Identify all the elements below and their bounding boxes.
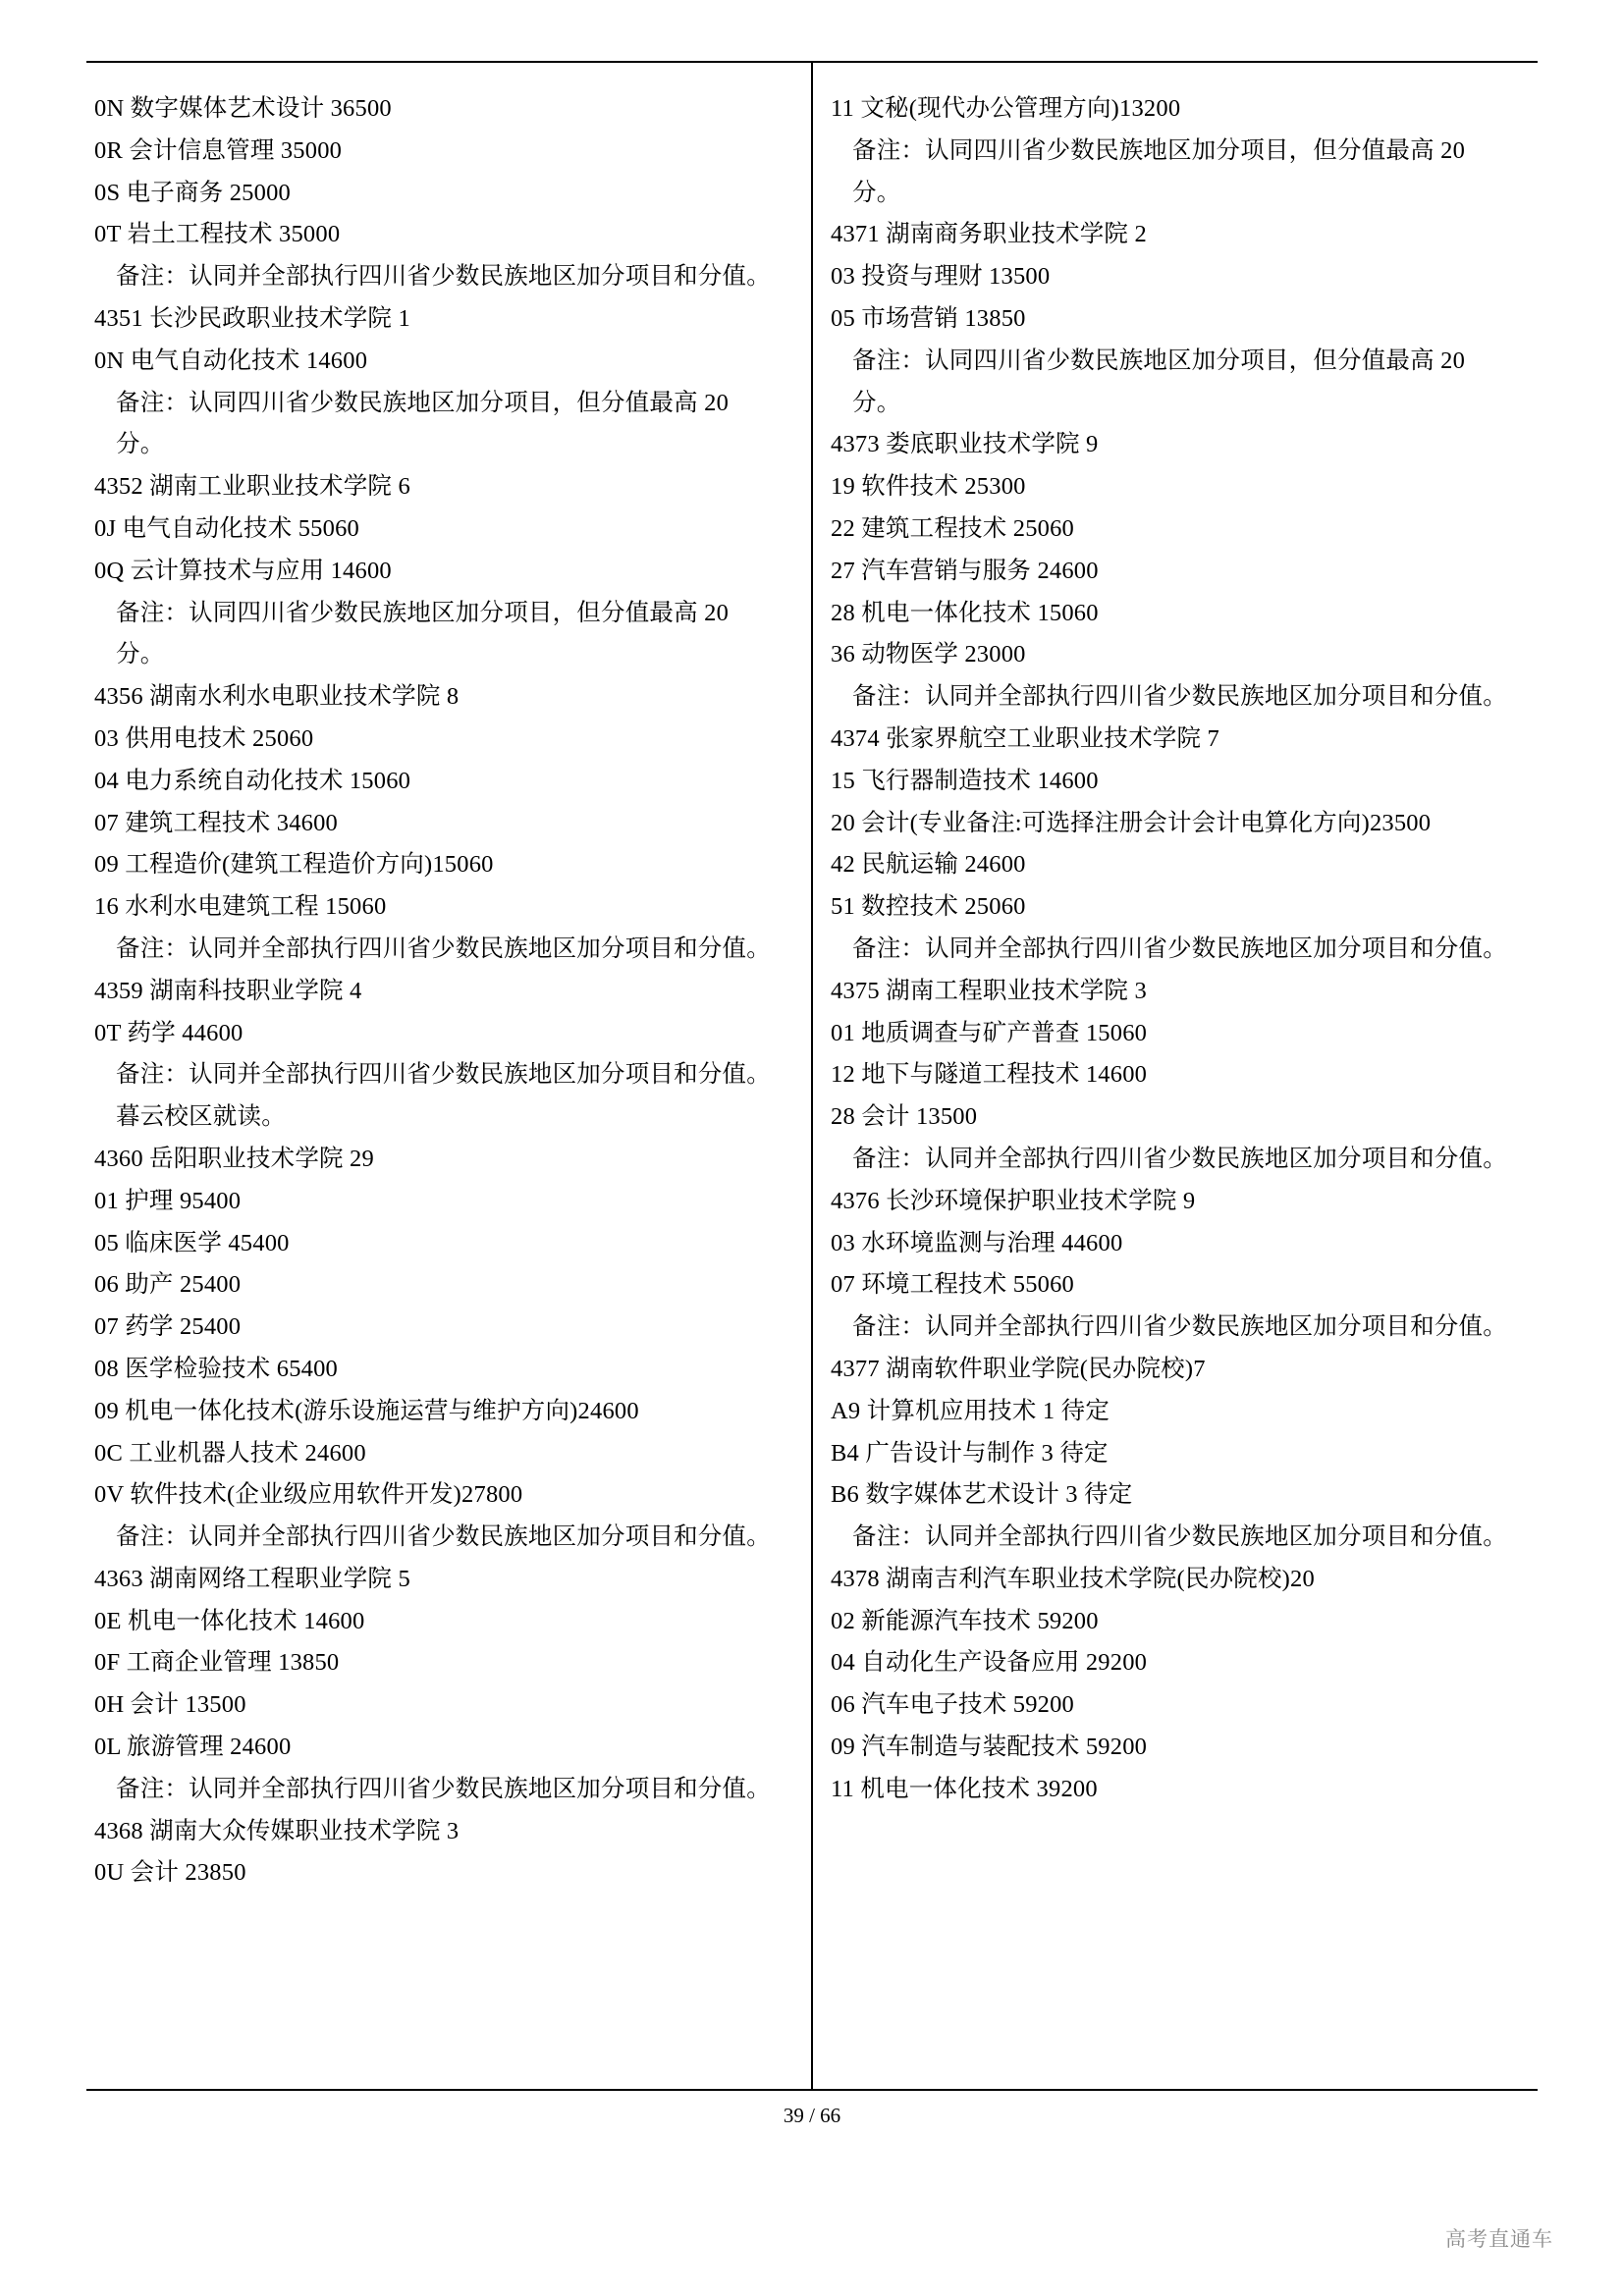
entry-line: 03 供用电技术 25060	[94, 724, 314, 752]
entry-line: A9 计算机应用技术 1 待定	[831, 1397, 1110, 1424]
entry-line: 0N 电气自动化技术 14600	[94, 347, 368, 374]
entry-line: 09 工程造价(建筑工程造价方向)15060	[94, 851, 494, 879]
note-line: 备注：认同并全部执行四川省少数民族地区加分项目和分值。	[116, 934, 771, 962]
entry-line: 05 临床医学 45400	[94, 1229, 290, 1256]
school-line: 4377 湖南软件职业学院(民办院校)7	[831, 1355, 1206, 1382]
entry-line: 15 飞行器制造技术 14600	[831, 767, 1099, 794]
note-line: 备注：认同四川省少数民族地区加分项目，但分值最高 20 分。	[116, 389, 730, 458]
note-line: 备注：认同并全部执行四川省少数民族地区加分项目和分值。	[116, 1775, 771, 1802]
note-line: 备注：认同并全部执行四川省少数民族地区加分项目和分值。	[116, 263, 771, 291]
entry-line: 19 软件技术 25300	[831, 473, 1026, 501]
page-number: 39 / 66	[783, 2104, 841, 2127]
entry-line: 0J 电气自动化技术 55060	[94, 514, 359, 542]
school-line: 4360 岳阳职业技术学院 29	[94, 1145, 374, 1172]
school-line: 4359 湖南科技职业学院 4	[94, 977, 362, 1004]
column-divider-rule	[811, 61, 813, 2091]
school-line: 4368 湖南大众传媒职业技术学院 3	[94, 1817, 460, 1844]
entry-line: 11 机电一体化技术 39200	[831, 1775, 1098, 1802]
entry-line: 07 药学 25400	[94, 1313, 242, 1341]
school-line: 4376 长沙环境保护职业技术学院 9	[831, 1187, 1196, 1214]
entry-line: 28 机电一体化技术 15060	[831, 599, 1099, 626]
bottom-rule	[86, 2089, 1538, 2091]
entry-line: 0N 数字媒体艺术设计 36500	[94, 95, 392, 122]
school-line: 4378 湖南吉利汽车职业技术学院(民办院校)20	[831, 1565, 1315, 1592]
entry-line: 0V 软件技术(企业级应用软件开发)27800	[94, 1481, 523, 1509]
entry-line: 03 水环境监测与治理 44600	[831, 1229, 1123, 1256]
note-line: 备注：认同并全部执行四川省少数民族地区加分项目和分值。	[852, 683, 1507, 711]
note-line: 备注：认同并全部执行四川省少数民族地区加分项目和分值。	[852, 1313, 1507, 1341]
entry-line: 11 文秘(现代办公管理方向)13200	[831, 95, 1181, 122]
entry-line: 01 护理 95400	[94, 1187, 242, 1214]
entry-line: 07 建筑工程技术 34600	[94, 809, 338, 836]
entry-line: 0T 药学 44600	[94, 1019, 244, 1046]
school-line: 4371 湖南商务职业技术学院 2	[831, 221, 1147, 248]
entry-line: 0E 机电一体化技术 14600	[94, 1607, 365, 1634]
note-line: 备注：认同四川省少数民族地区加分项目，但分值最高 20 分。	[852, 136, 1466, 206]
entry-line: 12 地下与隧道工程技术 14600	[831, 1061, 1148, 1089]
entry-line: 22 建筑工程技术 25060	[831, 514, 1074, 542]
entry-line: 0R 会计信息管理 35000	[94, 136, 343, 164]
entry-line: 0S 电子商务 25000	[94, 179, 291, 206]
entry-line: 01 地质调查与矿产普查 15060	[831, 1019, 1148, 1046]
entry-line: 04 电力系统自动化技术 15060	[94, 767, 411, 794]
note-line: 备注：认同四川省少数民族地区加分项目，但分值最高 20 分。	[116, 599, 730, 668]
school-line: 4374 张家界航空工业职业技术学院 7	[831, 724, 1219, 752]
school-line: 4373 娄底职业技术学院 9	[831, 431, 1099, 458]
note-line: 备注：认同并全部执行四川省少数民族地区加分项目和分值。	[116, 1523, 771, 1551]
note-line: 备注：认同四川省少数民族地区加分项目，但分值最高 20 分。	[852, 347, 1466, 416]
entry-line: 07 环境工程技术 55060	[831, 1271, 1074, 1299]
left-column	[94, 88, 782, 1895]
note-line: 备注：认同并全部执行四川省少数民族地区加分项目和分值。暮云校区就读。	[116, 1061, 771, 1131]
entry-line: 42 民航运输 24600	[831, 851, 1026, 879]
note-line: 备注：认同并全部执行四川省少数民族地区加分项目和分值。	[852, 934, 1507, 962]
entry-line: 36 动物医学 23000	[831, 641, 1026, 668]
entry-line: 0T 岩土工程技术 35000	[94, 221, 341, 248]
entry-line: 0F 工商企业管理 13850	[94, 1649, 340, 1677]
watermark-label: 高考直通车	[1445, 2228, 1553, 2251]
entry-line: 0H 会计 13500	[94, 1691, 246, 1719]
school-line: 4375 湖南工程职业技术学院 3	[831, 977, 1147, 1004]
entry-line: 16 水利水电建筑工程 15060	[94, 893, 387, 921]
entry-line: 0U 会计 23850	[94, 1859, 246, 1887]
entry-line: 0C 工业机器人技术 24600	[94, 1439, 366, 1467]
right-column	[831, 88, 1518, 1811]
entry-line: B6 数字媒体艺术设计 3 待定	[831, 1481, 1133, 1509]
entry-line: 0Q 云计算技术与应用 14600	[94, 557, 392, 584]
note-line: 备注：认同并全部执行四川省少数民族地区加分项目和分值。	[852, 1145, 1507, 1172]
entry-line: 03 投资与理财 13500	[831, 263, 1051, 291]
school-line: 4352 湖南工业职业技术学院 6	[94, 473, 410, 501]
entry-line: 20 会计(专业备注:可选择注册会计会计电算化方向)23500	[831, 809, 1432, 836]
entry-line: 02 新能源汽车技术 59200	[831, 1607, 1099, 1634]
entry-line: 05 市场营销 13850	[831, 304, 1026, 332]
entry-line: 04 自动化生产设备应用 29200	[831, 1649, 1148, 1677]
entry-line: 06 汽车电子技术 59200	[831, 1691, 1074, 1719]
entry-line: 0L 旅游管理 24600	[94, 1734, 292, 1761]
school-line: 4351 长沙民政职业技术学院 1	[94, 304, 410, 332]
entry-line: 08 医学检验技术 65400	[94, 1355, 338, 1382]
entry-line: 06 助产 25400	[94, 1271, 242, 1299]
entry-line: 51 数控技术 25060	[831, 893, 1026, 921]
school-line: 4356 湖南水利水电职业技术学院 8	[94, 683, 460, 711]
entry-line: 09 机电一体化技术(游乐设施运营与维护方向)24600	[94, 1397, 639, 1424]
note-line: 备注：认同并全部执行四川省少数民族地区加分项目和分值。	[852, 1523, 1507, 1551]
entry-line: 27 汽车营销与服务 24600	[831, 557, 1099, 584]
school-line: 4363 湖南网络工程职业学院 5	[94, 1565, 410, 1592]
entry-line: 28 会计 13500	[831, 1103, 978, 1131]
entry-line: B4 广告设计与制作 3 待定	[831, 1439, 1109, 1467]
entry-line: 09 汽车制造与装配技术 59200	[831, 1734, 1148, 1761]
